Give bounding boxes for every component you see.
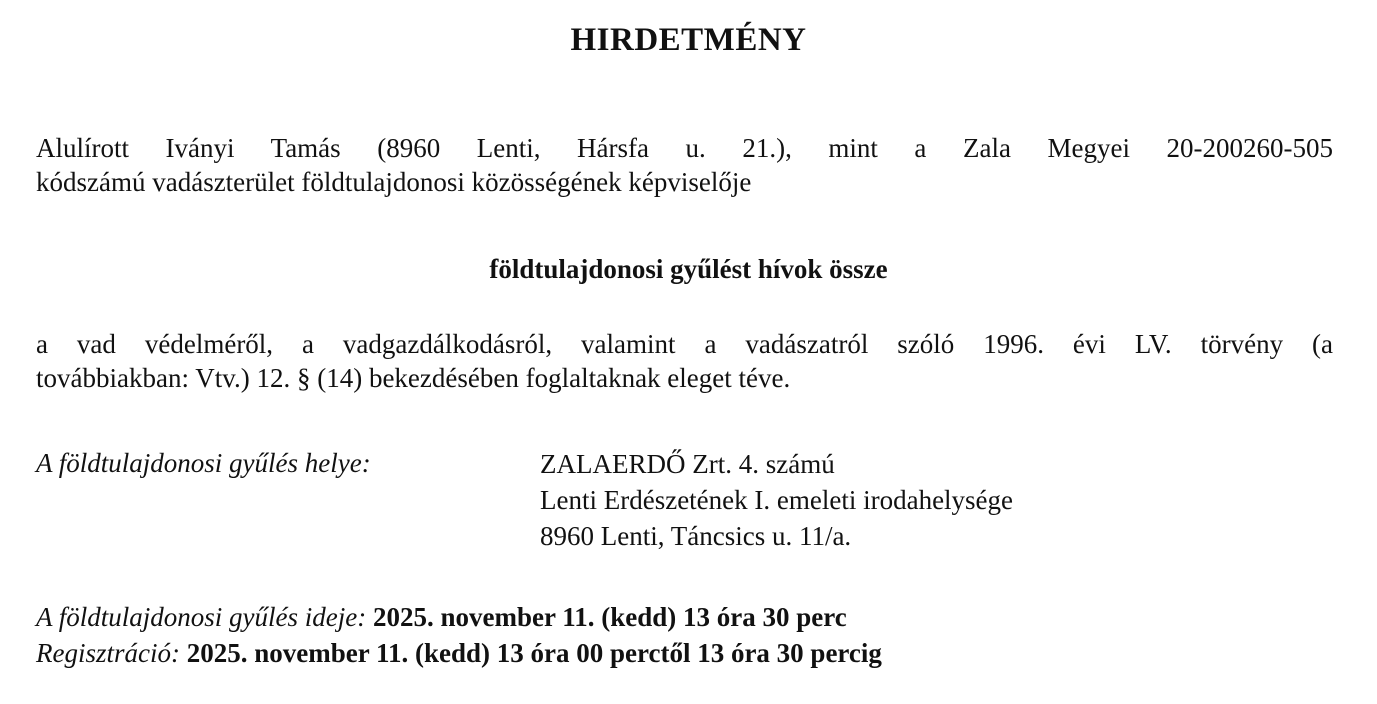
registration-row	[36, 636, 882, 670]
law-line-2: továbbiakban: Vtv.) 12. § (14) bekezdésében foglaltaknak eleget téve.	[36, 363, 791, 393]
law-paragraph	[36, 327, 1333, 395]
meeting-place-line-3: 8960 Lenti, Táncsics u. 11/a.	[540, 521, 852, 551]
meeting-place-line-2: Lenti Erdészetének I. emeleti irodahelysége	[540, 485, 1014, 515]
registration-value: 2025. november 11. (kedd) 13 óra 00 perctől 13 óra 30 percig	[186, 638, 882, 668]
meeting-time-label: A földtulajdonosi gyűlés ideje:	[36, 602, 367, 632]
meeting-time-value: 2025. november 11. (kedd) 13 óra 30 perc	[372, 602, 847, 632]
intro-paragraph	[36, 131, 1333, 199]
registration-label: Regisztráció:	[36, 638, 180, 668]
intro-line-1: Alulírott Iványi Tamás (8960 Lenti, Hársfa u. 21.), mint a Zala Megyei 20-200260-505	[36, 133, 1333, 163]
meeting-place-label: A földtulajdonosi gyűlés helye:	[36, 448, 371, 478]
announcement-subheading: földtulajdonosi gyűlést hívok össze	[489, 254, 888, 284]
meeting-place-address	[540, 446, 1013, 554]
law-line-1: a vad védelméről, a vadgazdálkodásról, valamint a vadászatról szóló 1996. évi LV. törvény (a	[36, 329, 1333, 359]
meeting-place-line-1: ZALAERDŐ Zrt. 4. számú	[540, 449, 835, 479]
document-title: HIRDETMÉNY	[570, 22, 807, 58]
meeting-time-row	[36, 600, 847, 634]
intro-line-2: kódszámú vadászterület földtulajdonosi közösségének képviselője	[36, 167, 752, 197]
